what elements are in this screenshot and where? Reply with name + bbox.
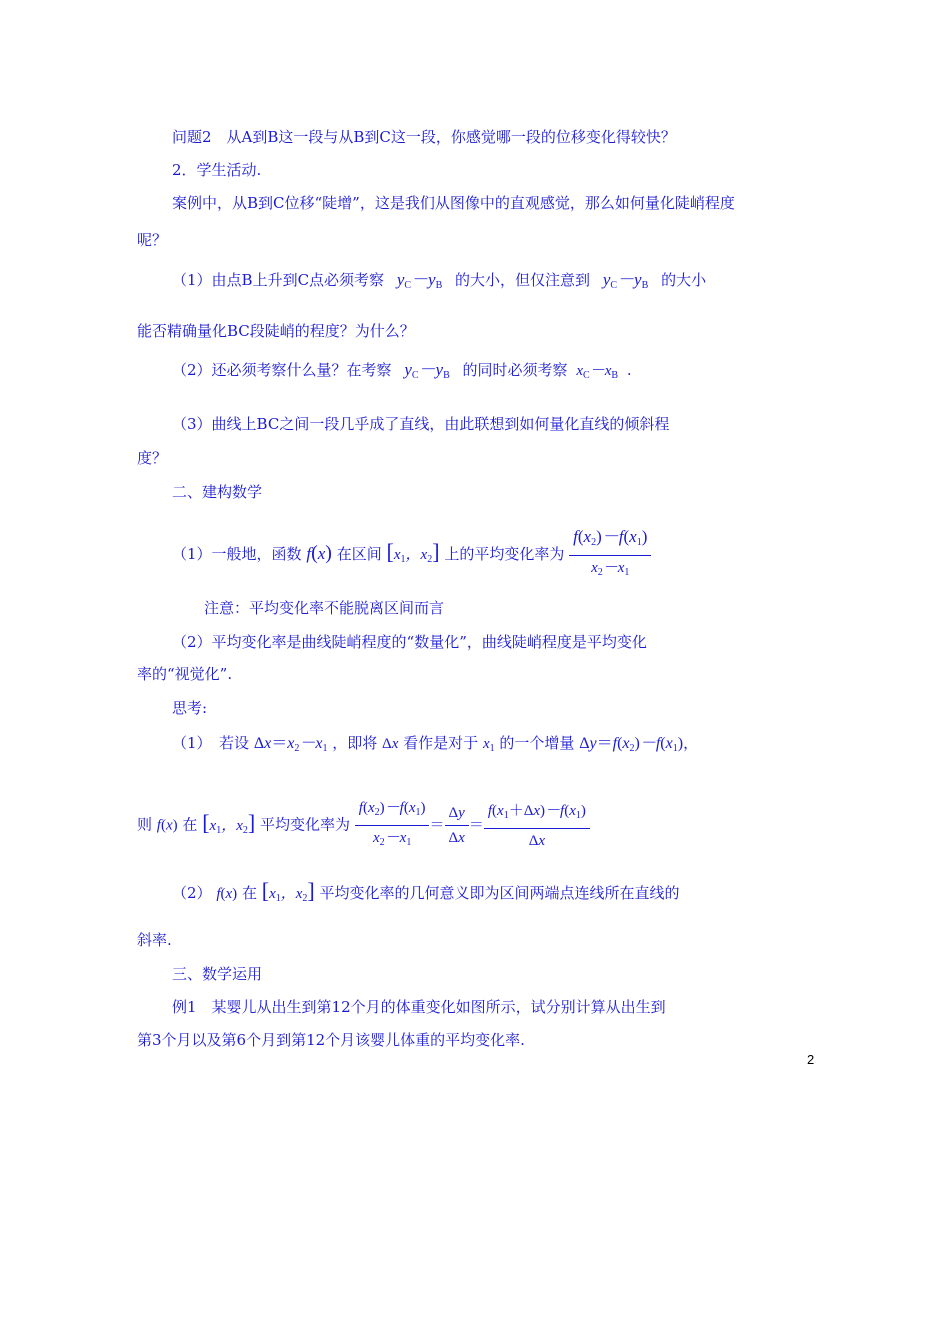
think-2-line1 [172,876,680,914]
case-paragraph-line1: 案例中，从B到C位移“陡增”，这是我们从图像中的直观感觉，那么如何量化陡峭程度 [172,194,735,212]
formula-average-rate: $\frac{f(x_2)-f(x_1)}{x_2-x_1}$ [569,527,651,583]
formula-yc-minus-yb-3: $y_C-y_B$ [404,360,450,381]
think-1-line2 [137,798,590,853]
item-1-line1 [172,270,706,296]
think-1-end: ， [683,734,699,752]
item-1-text-b: 的大小，但仅注意到 [455,271,591,289]
formula-fx-3: f(x) [216,886,238,902]
item-2-line [172,360,632,386]
formula-delta-y-def: $\Delta y=f(x_2)-f(x_1)$ [579,735,684,754]
item-3-line1: （3）曲线上BC之间一段几乎成了直线，由此联想到如何量化直线的倾斜程 [172,415,670,433]
think-1-then: 则 [137,815,153,834]
think-2-line2: 斜率. [137,931,172,949]
definition-text-c: 上的平均变化率为 [444,545,565,563]
think-2-text-a: （2） [172,884,212,902]
equals-sign-2: ＝ [468,817,484,834]
think-1-rate: 平均变化率为 [260,815,351,834]
equals-sign-1: ＝ [429,817,445,834]
section-3-heading: 三、数学运用 [172,965,263,983]
formula-interval-3: [$x_1$，$x_2$] [261,878,315,904]
section-2-heading: 二、建构数学 [172,483,263,501]
example-1-line1: 例1 某婴儿从出生到第12个月的体重变化如图所示，试分别计算从出生到 [172,998,666,1016]
formula-interval-2: [$x_1$，$x_2$] [202,809,256,836]
think-1-line1 [172,733,698,759]
item-2-end: . [626,361,632,379]
formula-rate-fraction-2: $\frac{\Delta y}{\Delta x}$ [445,803,469,848]
average-rate-2-line1: （2）平均变化率是曲线陡峭程度的“数量化”，曲线陡峭程度是平均变化 [172,633,647,651]
item-2-text-a: （2）还必须考察什么量？在考察 [172,361,392,379]
item-1-line2: 能否精确量化BC段陡峭的程度？为什么？ [137,322,415,340]
think-1-text-b: ，即将 [332,734,378,752]
formula-yc-minus-yb: $y_C-y_B$ [396,270,443,291]
formula-interval: [$x_1$，$x_2$] [386,539,440,565]
formula-x1: $x_1$ [482,736,495,754]
think-1-text-d: 的一个增量 [499,734,575,752]
think-1-text-c: 看作是对于 [403,734,479,752]
definition-text-a: （1）一般地，函数 [172,545,302,563]
think-heading: 思考: [172,699,208,717]
example-1-line2: 第3个月以及第6个月到第12个月该婴儿体重的平均变化率. [137,1031,525,1049]
item-2-text-b: 的同时必须考察 [462,361,568,379]
definition-line [172,527,651,583]
think-2-at: 在 [241,884,257,902]
item-3-line2: 度？ [137,449,168,467]
formula-rate-fraction-1: $\frac{f(x_2)-f(x_1)}{x_2-x_1}$ [355,798,430,853]
average-rate-2-line2: 率的“视觉化”. [137,665,233,683]
item-1-text-a: （1）由点B上升到C点必须考察 [172,271,385,289]
question-2: 问题2 从A到B这一段与从B到C这一段，你感觉哪一段的位移变化得较快？ [172,128,676,146]
formula-xc-minus-xb: $x_C-x_B$ [576,363,619,381]
item-1-text-c: 的大小 [661,271,707,289]
definition-text-b: 在区间 [336,545,382,563]
formula-fx: f(x) [306,542,332,564]
formula-delta-x: Δx [382,736,399,752]
think-2-text-b: 平均变化率的几何意义即为区间两端点连线所在直线的 [319,884,680,902]
case-paragraph-line2: 呢？ [137,231,168,249]
formula-rate-fraction-3: $\frac{f(x_1+\Delta x)-f(x_1)}{\Delta x}$ [484,801,590,851]
formula-fx-2: f(x) [156,817,178,834]
student-activity-heading: 2．学生活动. [172,161,262,179]
note-line: 注意：平均变化率不能脱离区间而言 [204,599,445,617]
think-1-at: 在 [182,815,198,834]
formula-yc-minus-yb-2: $y_C-y_B$ [602,270,649,291]
think-1-text-a: （1） 若设 [172,734,250,752]
formula-delta-x-def: $\Delta x=x_2-x_1$ [253,735,328,754]
page-number: 2 [807,1052,815,1067]
